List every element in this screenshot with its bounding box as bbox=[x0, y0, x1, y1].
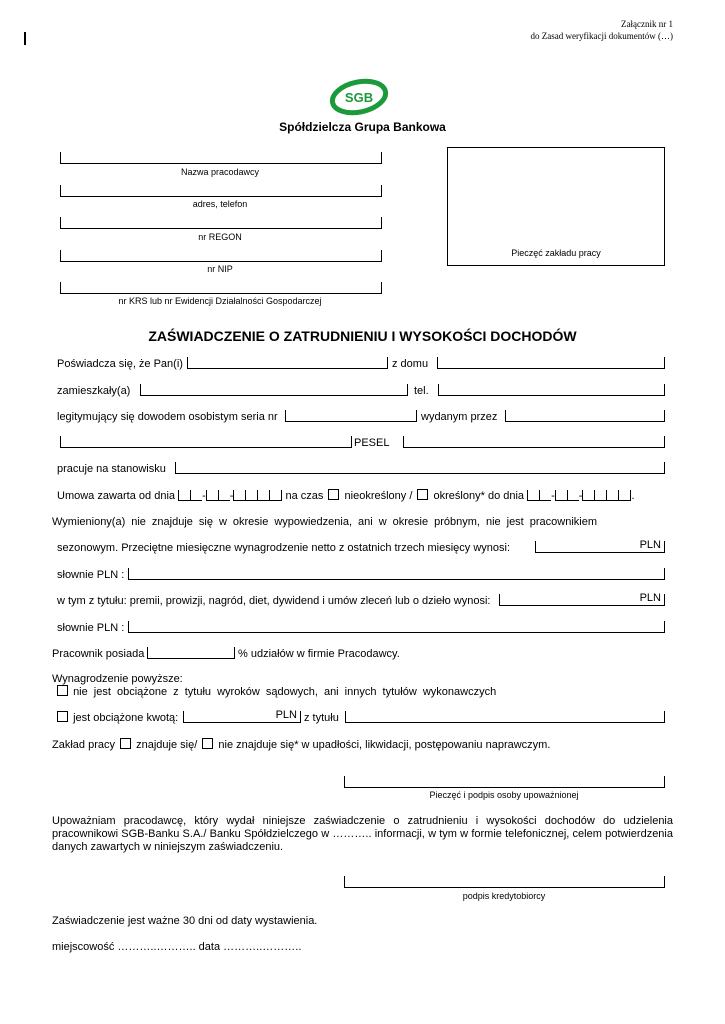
employee-name-field[interactable] bbox=[187, 357, 388, 369]
text-cursor bbox=[24, 32, 26, 45]
pesel-label: PESEL bbox=[354, 437, 390, 449]
sgb-logo bbox=[328, 78, 390, 116]
issued-by-field[interactable] bbox=[505, 410, 665, 422]
burden-title-field[interactable] bbox=[345, 711, 665, 723]
maiden-name-field[interactable] bbox=[437, 357, 665, 369]
id-extra-field[interactable] bbox=[60, 436, 352, 448]
maiden-name-label: z domu bbox=[392, 358, 429, 370]
attachment-subtitle: do Zasad weryfikacji dokumentów (…) bbox=[530, 31, 673, 41]
employer-address-caption: adres, telefon bbox=[192, 199, 248, 209]
indefinite-checkbox[interactable] bbox=[328, 489, 339, 500]
address-field[interactable] bbox=[140, 384, 408, 396]
krs-caption: nr KRS lub nr Ewidencji Działalności Gospodarczej bbox=[118, 296, 322, 306]
id-document-label: legitymujący się dowodem osobistym seria nr bbox=[57, 411, 278, 423]
seasonal-text: sezonowym. Przeciętne miesięczne wynagrodzenie netto z ostatnich trzech miesięcy wynosi: bbox=[57, 542, 511, 554]
document-title: ZAŚWIADCZENIE O ZATRUDNIENIU I WYSOKOŚCI DOCHODÓW bbox=[148, 328, 577, 344]
regon-caption: nr REGON bbox=[198, 232, 242, 242]
bonus-words-field[interactable] bbox=[128, 621, 665, 633]
definite-checkbox[interactable] bbox=[417, 489, 428, 500]
validity-text: Zaświadczenie jest ważne 30 dni od daty wystawienia. bbox=[52, 915, 318, 927]
is-not-label: nie znajduje się* w upadłości, likwidacji, postępowaniu naprawczym. bbox=[218, 739, 551, 751]
definite-label: określony* do dnia bbox=[433, 490, 525, 502]
phone-label: tel. bbox=[414, 385, 429, 397]
net-salary-field[interactable] bbox=[535, 541, 665, 553]
workplace-row bbox=[52, 738, 550, 752]
is-bankrupt-checkbox[interactable] bbox=[120, 738, 131, 749]
auth-signature-field[interactable] bbox=[344, 776, 665, 788]
in-words-label-2: słownie PLN : bbox=[57, 622, 125, 634]
employer-address-field[interactable] bbox=[60, 185, 382, 197]
burdened-row bbox=[55, 711, 178, 725]
nip-caption: nr NIP bbox=[207, 264, 233, 274]
authorization-text: Upoważniam pracodawcę, który wydał niniejsze zaświadczenie o zatrudnieniu i wysokości dochodów do udzielenia pracownikowi SGB-Banku S.A./ Banku Spółdzielczego w ……….. informacji, w tym w formie telefonicznej, celem potwierdzenia danych zawartych w niniejszym zaświadczeniu. bbox=[52, 815, 673, 853]
title-of-label: z tytułu bbox=[304, 712, 339, 724]
burdened-checkbox[interactable] bbox=[57, 711, 68, 722]
including-text: w tym z tytułu: premii, prowizji, nagród, diet, dywidend i umów zleceń lub o dzieło wynosi: bbox=[57, 595, 491, 607]
attachment-number: Załącznik nr 1 bbox=[621, 19, 673, 29]
bonus-amount-field[interactable] bbox=[499, 594, 665, 606]
burden-amount-field[interactable] bbox=[183, 711, 301, 723]
regon-field[interactable] bbox=[60, 217, 382, 229]
in-words-label-1: słownie PLN : bbox=[57, 569, 125, 581]
bonus-currency: PLN bbox=[639, 592, 661, 604]
workplace-label: Zakład pracy bbox=[52, 739, 115, 751]
contract-to-date[interactable]: - - bbox=[527, 490, 631, 502]
contract-from-date[interactable]: - - bbox=[178, 490, 282, 502]
for-time-label: na czas bbox=[285, 490, 324, 502]
phone-field[interactable] bbox=[438, 384, 665, 396]
shares-post-label: % udziałów w firmie Pracodawcy. bbox=[238, 648, 400, 660]
position-field[interactable] bbox=[175, 462, 665, 474]
not-burdened-label: nie jest obciążone z tytułu wyroków sądowych, ani innych tytułów wykonawczych bbox=[73, 686, 497, 698]
stamp-caption: Pieczęć zakładu pracy bbox=[511, 248, 601, 258]
net-salary-words-field[interactable] bbox=[128, 568, 665, 580]
issued-by-label: wydanym przez bbox=[421, 411, 498, 423]
burdened-label: jest obciążone kwotą: bbox=[73, 712, 179, 724]
nip-field[interactable] bbox=[60, 250, 382, 262]
borrower-signature-caption: podpis kredytobiorcy bbox=[462, 891, 546, 901]
net-salary-currency: PLN bbox=[639, 539, 661, 551]
employer-name-field[interactable] bbox=[60, 152, 382, 164]
logo-text: SGB bbox=[344, 90, 374, 105]
borrower-signature-field[interactable] bbox=[344, 876, 665, 888]
employer-name-caption: Nazwa pracodawcy bbox=[180, 167, 260, 177]
shares-field[interactable] bbox=[147, 647, 235, 659]
resident-label: zamieszkały(a) bbox=[57, 385, 131, 397]
id-number-field[interactable] bbox=[285, 410, 417, 422]
not-notice-text: Wymieniony(a) nie znajduje się w okresie wypowiedzenia, ani w okresie próbnym, nie jest pracownikiem bbox=[52, 516, 597, 528]
certifies-label: Poświadcza się, że Pan(i) bbox=[57, 358, 183, 370]
place-date-text: miejscowość ………..……….. data ………..……….. bbox=[52, 941, 302, 953]
contract-row: Umowa zawarta od dnia - - na czas nieokreślony / określony* do dnia - - . bbox=[57, 490, 635, 502]
salary-above-label: Wynagrodzenie powyższe: bbox=[52, 673, 183, 685]
bank-name: Spółdzielcza Grupa Bankowa bbox=[279, 120, 446, 134]
position-label: pracuje na stanowisku bbox=[57, 463, 166, 475]
attachment-header bbox=[531, 18, 673, 42]
not-burdened-row bbox=[55, 685, 496, 699]
indefinite-label: nieokreślony / bbox=[344, 490, 413, 502]
is-not-bankrupt-checkbox[interactable] bbox=[202, 738, 213, 749]
burden-currency: PLN bbox=[275, 709, 297, 721]
auth-signature-caption: Pieczęć i podpis osoby upoważnionej bbox=[429, 790, 579, 800]
shares-pre-label: Pracownik posiada bbox=[52, 648, 145, 660]
is-label: znajduje się/ bbox=[136, 739, 198, 751]
krs-field[interactable] bbox=[60, 282, 382, 294]
pesel-field[interactable] bbox=[403, 436, 665, 448]
contract-from-label: Umowa zawarta od dnia bbox=[57, 490, 176, 502]
not-burdened-checkbox[interactable] bbox=[57, 685, 68, 696]
